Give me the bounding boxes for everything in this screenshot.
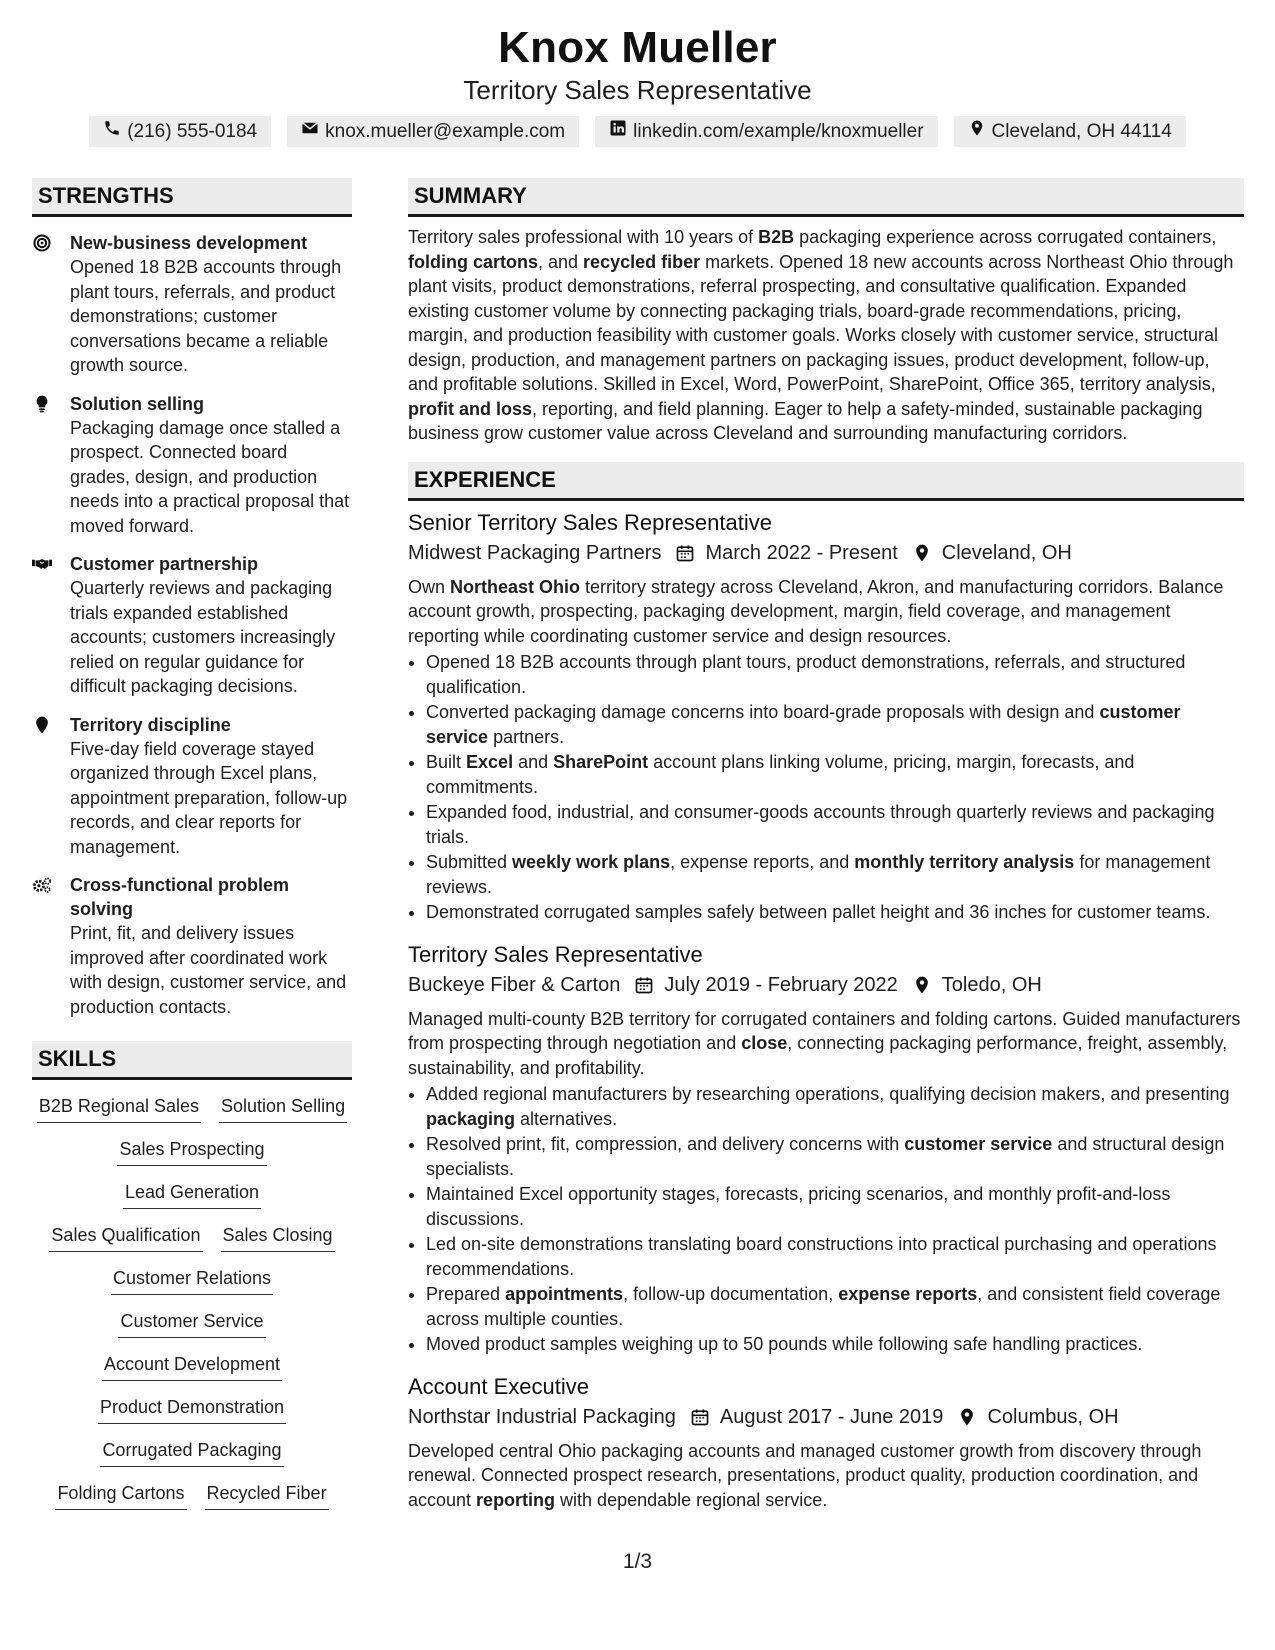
text-run: Added regional manufacturers by researching operations, qualifying decision makers, and presenting bbox=[426, 1084, 1230, 1104]
text-run: markets. Opened 18 new accounts across Northeast Ohio through plant visits, product demonstrations, referral prospecting, and consultative qualification. Expanded existing customer volume by connecting packaging trials, board-grade recommendations, pricing, margin, and production feasibility with customer goals. Works closely with customer service, structural design, production, and management partners on packaging issues, product development, follow-up, and profitable solutions. Skilled in Excel, Word, PowerPoint, SharePoint, Office 365, territory analysis, bbox=[408, 251, 1234, 394]
skills-list bbox=[32, 1094, 352, 1510]
candidate-title: Territory Sales Representative bbox=[463, 75, 812, 105]
map-pin-icon bbox=[968, 119, 986, 144]
experience-heading: EXPERIENCE bbox=[408, 462, 1244, 501]
strength-title: New-business development bbox=[70, 233, 308, 253]
skill-tag: Lead Generation bbox=[123, 1180, 261, 1209]
strength-text: Five-day field coverage stayed organized through Excel plans, appointment preparation, follow-up records, and clear reports for management. bbox=[70, 738, 348, 857]
contact-email-text: knox.mueller@example.com bbox=[325, 121, 566, 142]
skill-tag: Recycled Fiber bbox=[205, 1481, 329, 1510]
bold-text: folding cartons bbox=[408, 251, 538, 272]
text-run: alternatives. bbox=[515, 1108, 618, 1129]
text-run: and structural design specialists. bbox=[426, 1134, 1225, 1179]
contact-location[interactable] bbox=[954, 116, 1186, 147]
bullet-item bbox=[426, 650, 1244, 699]
job-intro bbox=[408, 575, 1244, 649]
bullet-item bbox=[426, 700, 1244, 749]
text-run: , and consistent field coverage across multiple counties. bbox=[426, 1284, 1221, 1329]
text-run: account plans linking volume, pricing, margin, forecasts, and commitments. bbox=[426, 752, 1135, 797]
text-run: Own bbox=[408, 576, 451, 597]
candidate-name: Knox Mueller bbox=[498, 23, 777, 72]
job-entry bbox=[408, 509, 1244, 925]
job-company: Buckeye Fiber & Carton bbox=[408, 973, 621, 996]
bullet-item bbox=[426, 750, 1244, 799]
text-run: Submitted bbox=[426, 852, 513, 872]
target-icon bbox=[32, 231, 70, 378]
skill-tag: Solution Selling bbox=[219, 1094, 347, 1123]
text-run: , and bbox=[538, 251, 584, 272]
job-intro bbox=[408, 1007, 1244, 1081]
text-run: Opened 18 B2B accounts through plant tours, product demonstrations, referrals, and structured qualification. bbox=[426, 652, 1186, 697]
strength-title: Solution selling bbox=[70, 393, 204, 414]
strength-item bbox=[32, 713, 352, 860]
job-entry bbox=[408, 941, 1244, 1357]
skills-heading: SKILLS bbox=[32, 1041, 352, 1080]
bullet-item bbox=[426, 800, 1244, 849]
bullet-item bbox=[426, 1282, 1244, 1331]
right-column bbox=[408, 178, 1244, 1512]
bold-text: Northeast Ohio bbox=[450, 576, 581, 597]
gears-icon bbox=[32, 873, 70, 1019]
bold-text: expense reports bbox=[838, 1284, 978, 1304]
strength-item bbox=[32, 552, 352, 699]
contact-linkedin-text: linkedin.com/example/knoxmueller bbox=[633, 121, 924, 142]
summary-text bbox=[408, 225, 1244, 446]
map-pin-icon bbox=[912, 543, 932, 563]
bold-text: packaging bbox=[426, 1108, 516, 1129]
bullet-item bbox=[426, 1332, 1244, 1357]
bold-text: reporting bbox=[476, 1489, 556, 1510]
strength-title: Territory discipline bbox=[70, 714, 231, 735]
text-run: Territory sales professional with 10 years of bbox=[408, 227, 759, 247]
map-pin-icon bbox=[912, 975, 932, 995]
text-run: Moved product samples weighing up to 50 pounds while following safe handling practices. bbox=[426, 1334, 1143, 1354]
contact-linkedin[interactable] bbox=[595, 116, 937, 147]
skill-tag: Customer Relations bbox=[111, 1266, 273, 1295]
bullet-item bbox=[426, 1082, 1244, 1131]
summary-heading: SUMMARY bbox=[408, 178, 1244, 217]
resume-header bbox=[0, 0, 1275, 147]
strength-text: Quarterly reviews and packaging trials expanded established accounts; customers increasingly relied on regular guidance for difficult packaging decisions. bbox=[70, 578, 336, 696]
text-run: Maintained Excel opportunity stages, forecasts, pricing scenarios, and monthly profit-and-loss discussions. bbox=[426, 1184, 1171, 1229]
bullet-item bbox=[426, 1132, 1244, 1181]
strength-title: Cross-functional problem solving bbox=[70, 875, 290, 919]
map-pin-icon bbox=[32, 713, 70, 860]
strength-item bbox=[32, 231, 352, 378]
job-title: Senior Territory Sales Representative bbox=[408, 509, 772, 535]
job-meta bbox=[408, 971, 1244, 999]
bullet-item bbox=[426, 1232, 1244, 1281]
text-run: Managed multi-county B2B territory for corrugated containers and folding cartons. Guided manufacturers from prospecting through negotiation and bbox=[408, 1008, 1241, 1053]
job-location: Toledo, OH bbox=[941, 973, 1042, 996]
text-run: territory strategy across Cleveland, Akron, and manufacturing corridors. Balance account growth, prospecting, packaging development, margin, field coverage, and management reporting while coordinating customer service and design resources. bbox=[408, 576, 1224, 646]
bold-text: close bbox=[741, 1033, 788, 1053]
calendar-icon bbox=[675, 543, 695, 563]
skill-tag: Customer Service bbox=[118, 1309, 265, 1338]
text-run: Prepared bbox=[426, 1284, 506, 1304]
bold-text: customer service bbox=[426, 702, 1181, 747]
contact-phone[interactable] bbox=[89, 116, 271, 147]
text-run: packaging experience across corrugated containers, bbox=[794, 227, 1217, 247]
text-run: Led on-site demonstrations translating board constructions into practical purchasing and operations recommendations. bbox=[426, 1234, 1217, 1279]
strength-text: Opened 18 B2B accounts through plant tours, referrals, and product demonstrations; customer conversations became a reliable growth source. bbox=[70, 257, 342, 375]
contact-email[interactable] bbox=[287, 116, 579, 147]
skill-tag: Corrugated Packaging bbox=[100, 1438, 283, 1467]
skill-tag: Account Development bbox=[102, 1352, 282, 1381]
job-location: Cleveland, OH bbox=[941, 541, 1072, 564]
bold-text: customer service bbox=[904, 1134, 1053, 1154]
calendar-icon bbox=[634, 975, 654, 995]
bold-text: Excel bbox=[466, 752, 514, 772]
job-entry bbox=[408, 1373, 1244, 1513]
job-meta bbox=[408, 1403, 1244, 1431]
bold-text: appointments bbox=[505, 1284, 624, 1304]
text-run: , reporting, and field planning. Eager to help a safety-minded, sustainable packaging business grow customer value across Cleveland and surrounding manufacturing corridors. bbox=[408, 398, 1203, 443]
page-number: 1/3 bbox=[622, 1550, 653, 1573]
lightbulb-icon bbox=[32, 392, 70, 539]
job-location: Columbus, OH bbox=[987, 1405, 1119, 1428]
text-run: , follow-up documentation, bbox=[623, 1284, 839, 1304]
job-title: Territory Sales Representative bbox=[408, 941, 703, 967]
job-dates: July 2019 - February 2022 bbox=[664, 973, 898, 996]
text-run: for management reviews. bbox=[426, 852, 1211, 897]
job-company: Midwest Packaging Partners bbox=[408, 541, 662, 564]
bullet-item bbox=[426, 850, 1244, 899]
strength-item bbox=[32, 392, 352, 539]
text-run: Demonstrated corrugated samples safely between pallet height and 36 inches for customer teams. bbox=[426, 902, 1211, 922]
text-run: partners. bbox=[488, 726, 565, 747]
job-dates: March 2022 - Present bbox=[705, 541, 898, 564]
map-pin-icon bbox=[957, 1407, 977, 1427]
job-dates: August 2017 - June 2019 bbox=[719, 1405, 944, 1428]
calendar-icon bbox=[690, 1407, 710, 1427]
text-run: with dependable regional service. bbox=[555, 1489, 828, 1510]
bold-text: SharePoint bbox=[553, 752, 649, 772]
skill-tag: Sales Qualification bbox=[49, 1223, 202, 1252]
bold-text: recycled fiber bbox=[583, 251, 701, 272]
strengths-heading: STRENGTHS bbox=[32, 178, 352, 217]
text-run: , connecting packaging performance, freight, assembly, sustainability, and profitability. bbox=[408, 1033, 1228, 1078]
phone-icon bbox=[103, 119, 121, 144]
text-run: Built bbox=[426, 752, 467, 772]
text-run: Developed central Ohio packaging accounts and managed customer growth from discovery through renewal. Connected prospect research, presentations, product quality, production coordination, and account bbox=[408, 1440, 1202, 1510]
skill-tag: Sales Closing bbox=[221, 1223, 335, 1252]
bullet-item bbox=[426, 900, 1244, 925]
bold-text: profit and loss bbox=[408, 398, 533, 419]
left-column bbox=[32, 178, 352, 1512]
job-company: Northstar Industrial Packaging bbox=[408, 1405, 676, 1428]
contact-bar bbox=[0, 116, 1275, 147]
job-bullets bbox=[408, 1082, 1244, 1357]
bold-text: B2B bbox=[758, 227, 795, 247]
strength-text: Print, fit, and delivery issues improved after coordinated work with design, customer service, and production contacts. bbox=[70, 923, 347, 1017]
job-intro bbox=[408, 1439, 1244, 1513]
bullet-item bbox=[426, 1182, 1244, 1231]
job-title: Account Executive bbox=[408, 1373, 589, 1399]
text-run: Converted packaging damage concerns into board-grade proposals with design and bbox=[426, 702, 1100, 722]
strength-item bbox=[32, 873, 352, 1019]
contact-location-text: Cleveland, OH 44114 bbox=[991, 121, 1172, 142]
contact-phone-text: (216) 555-0184 bbox=[127, 121, 258, 142]
text-run: Resolved print, fit, compression, and delivery concerns with bbox=[426, 1134, 905, 1154]
skill-tag: Folding Cartons bbox=[55, 1481, 186, 1510]
envelope-icon bbox=[301, 119, 319, 144]
skill-tag: Product Demonstration bbox=[98, 1395, 286, 1424]
text-run: , expense reports, and bbox=[670, 852, 855, 872]
handshake-icon bbox=[32, 552, 70, 699]
job-bullets bbox=[408, 650, 1244, 925]
strength-text: Packaging damage once stalled a prospect. Connected board grades, design, and production needs into a practical proposal that moved forward. bbox=[70, 417, 350, 536]
bold-text: monthly territory analysis bbox=[854, 852, 1075, 872]
linkedin-icon bbox=[609, 119, 627, 144]
skill-tag: Sales Prospecting bbox=[117, 1137, 266, 1166]
bold-text: weekly work plans bbox=[512, 852, 671, 872]
skill-tag: B2B Regional Sales bbox=[37, 1094, 201, 1123]
text-run: Expanded food, industrial, and consumer-goods accounts through quarterly reviews and packaging trials. bbox=[426, 802, 1215, 847]
resume-body bbox=[32, 178, 1244, 1512]
text-run: and bbox=[513, 752, 554, 772]
job-meta bbox=[408, 539, 1244, 567]
strength-title: Customer partnership bbox=[70, 554, 259, 574]
